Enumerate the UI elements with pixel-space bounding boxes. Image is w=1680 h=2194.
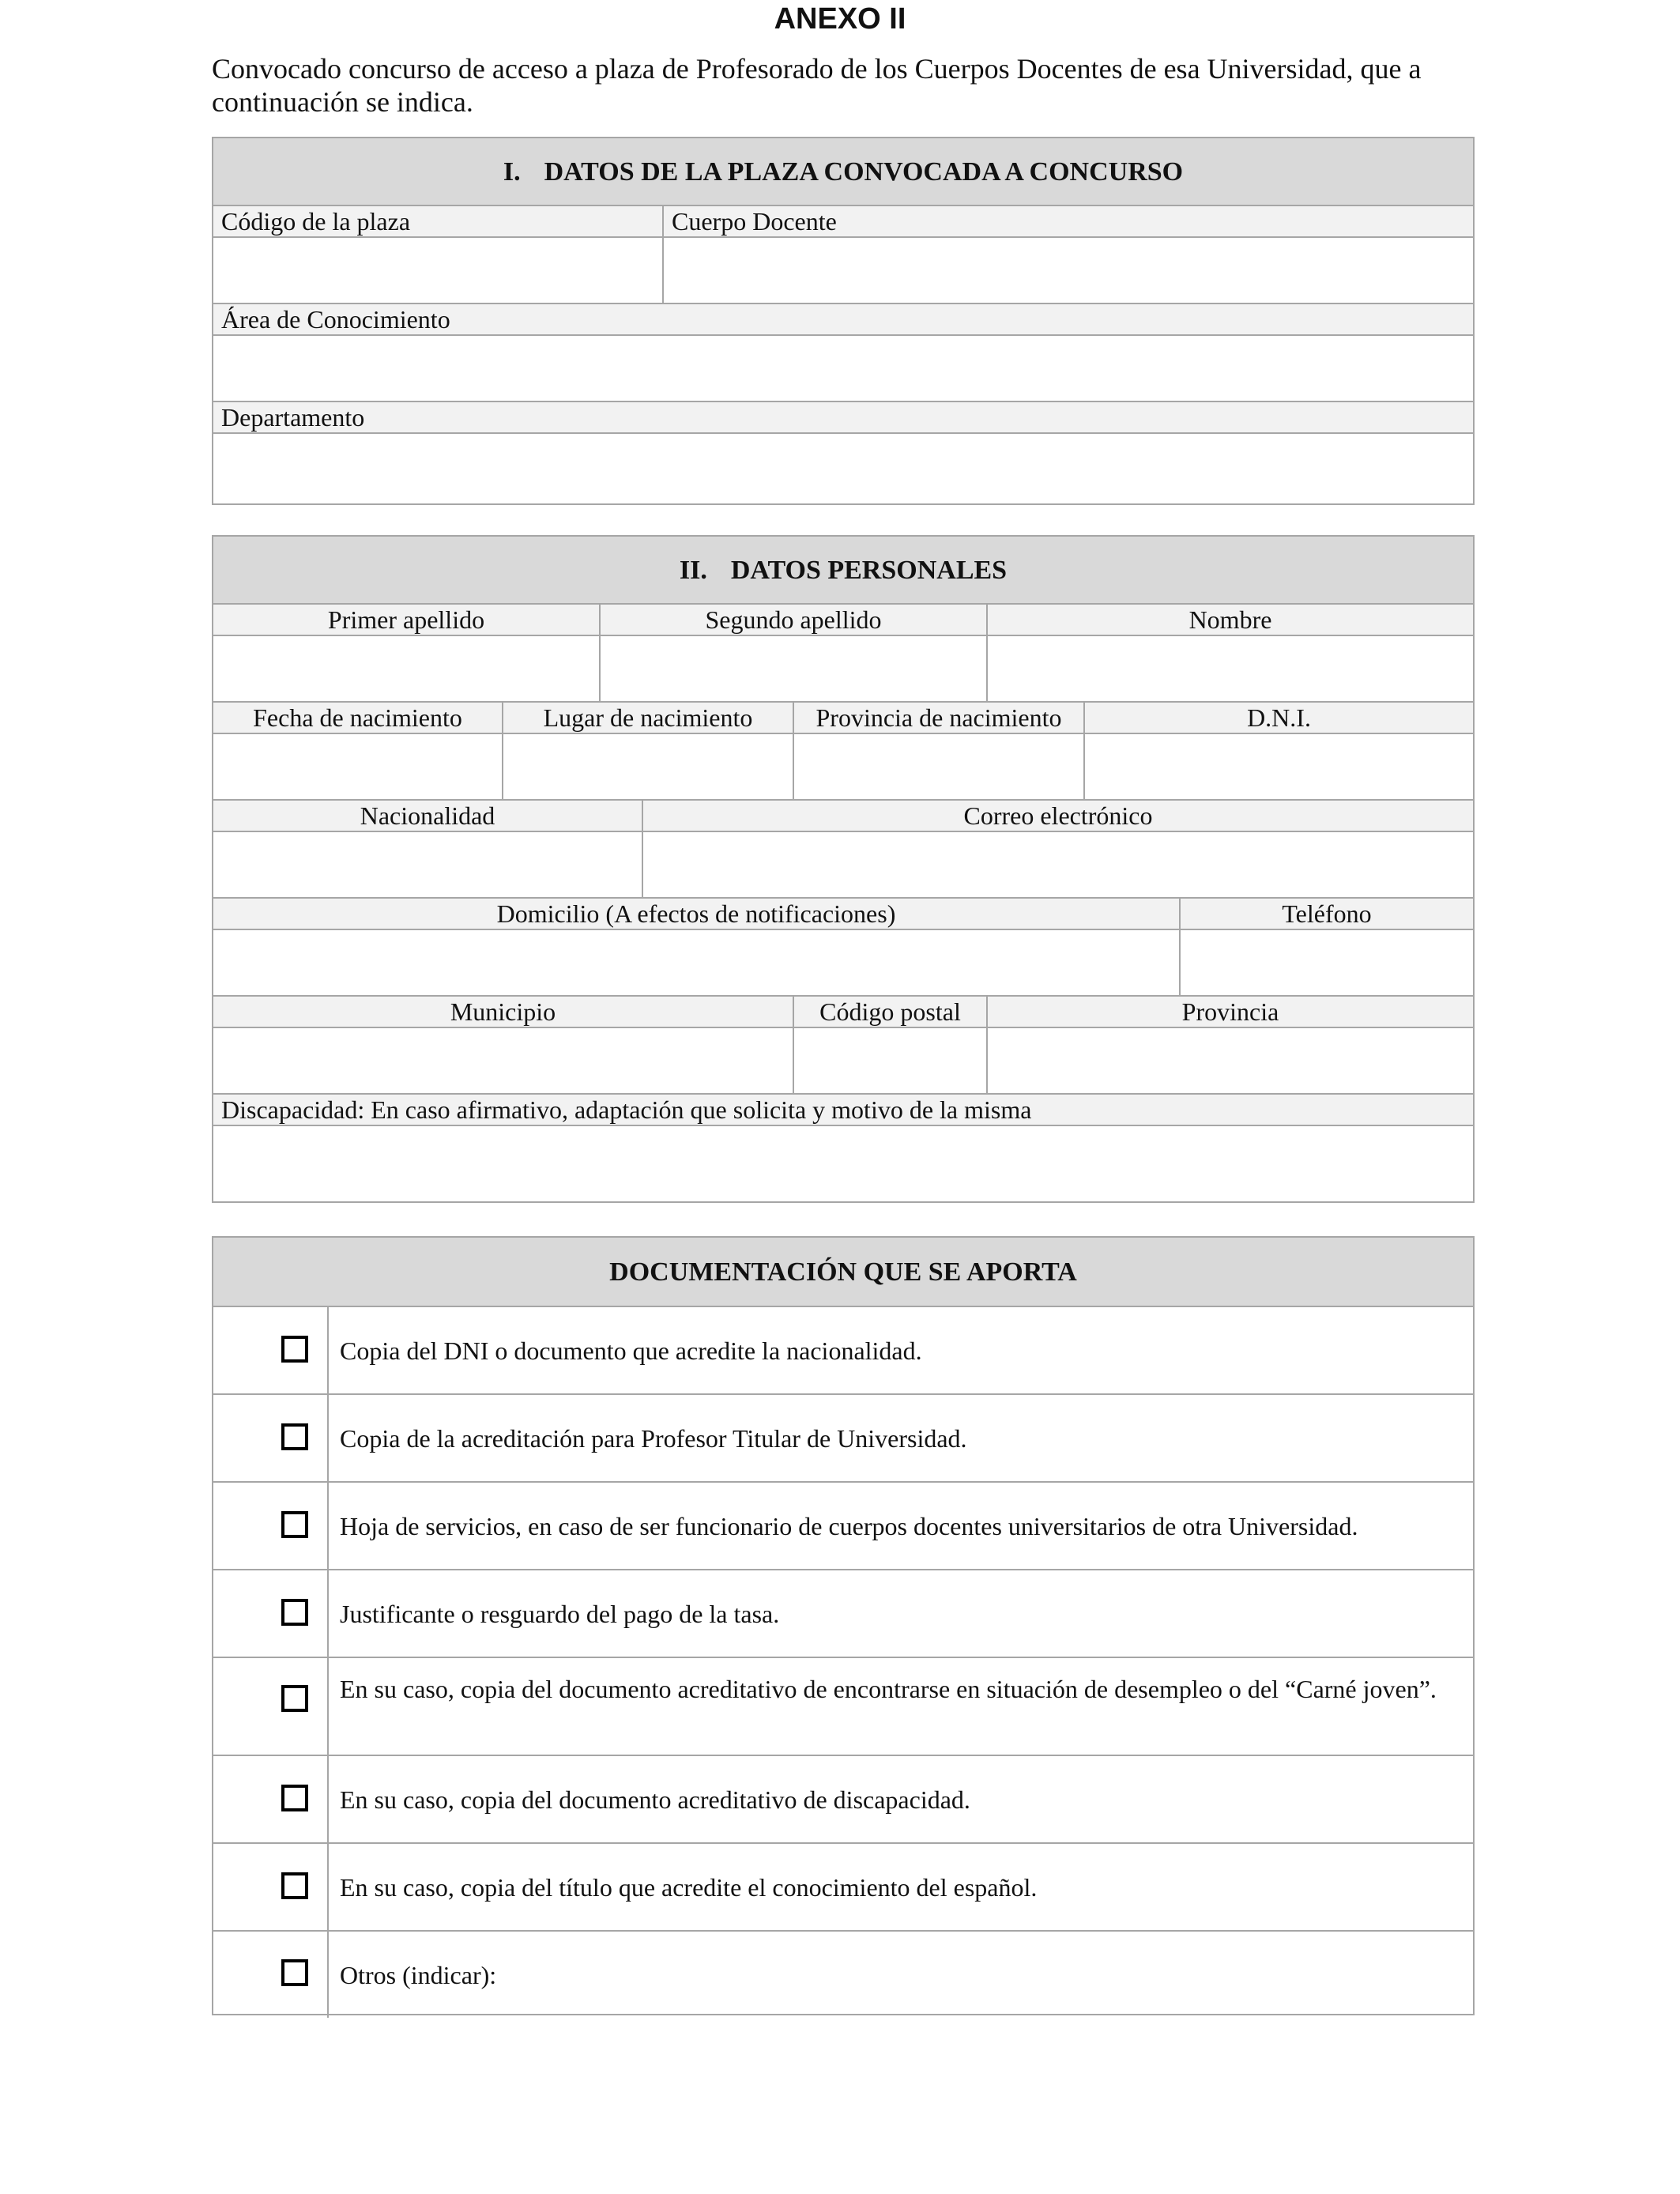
doc-checkbox[interactable] <box>281 1423 308 1450</box>
doc-checkbox[interactable] <box>281 1685 308 1712</box>
doc-item <box>213 1658 1473 1756</box>
provincia-field[interactable] <box>988 1028 1473 1093</box>
nombre-label: Nombre <box>1188 605 1272 634</box>
doc-item-label: Justificante o resguardo del pago de la tasa. <box>340 1599 780 1628</box>
cuerpo-docente-label: Cuerpo Docente <box>672 207 837 236</box>
domicilio-label: Domicilio (A efectos de notificaciones) <box>213 899 1181 929</box>
primer-apellido-label: Primer apellido <box>213 605 601 635</box>
section-personales <box>212 535 1475 1203</box>
lugar-nacimiento-field[interactable] <box>503 734 794 799</box>
discapacidad-field[interactable] <box>213 1126 1473 1193</box>
intro-text: Convocado concurso de acceso a plaza de Profesorado de los Cuerpos Docentes de esa Universidad, que a continuación se indica. <box>212 53 1422 118</box>
doc-checkbox[interactable] <box>281 1336 308 1363</box>
nacionalidad-label: Nacionalidad <box>213 801 643 831</box>
doc-item-label: En su caso, copia del título que acredite el conocimiento del español. <box>340 1872 1038 1902</box>
doc-item-label: Copia del DNI o documento que acredite la nacionalidad. <box>340 1336 922 1365</box>
departamento-label: Departamento <box>221 403 365 432</box>
provincia-nacimiento-field[interactable] <box>794 734 1085 799</box>
primer-apellido-field[interactable] <box>213 636 601 701</box>
doc-checkbox[interactable] <box>281 1959 308 1986</box>
codigo-plaza-label: Código de la plaza <box>213 206 664 236</box>
area-conocimiento-field[interactable] <box>213 336 1473 401</box>
departamento-field[interactable] <box>213 434 1473 500</box>
doc-item-label: Otros (indicar): <box>340 1960 497 1989</box>
cuerpo-docente-field[interactable] <box>664 238 1473 303</box>
section-personales-header <box>213 537 1473 605</box>
provincia-nacimiento-label: Provincia de nacimiento <box>794 703 1085 733</box>
doc-checkbox[interactable] <box>281 1872 308 1899</box>
fecha-nacimiento-label: Fecha de nacimiento <box>213 703 503 733</box>
doc-item-label: Hoja de servicios, en caso de ser funcionario de cuerpos docentes universitarios de otra Universidad. <box>340 1511 1358 1540</box>
doc-item-label: Copia de la acreditación para Profesor Titular de Universidad. <box>340 1423 967 1453</box>
codigo-plaza-field[interactable] <box>213 238 664 303</box>
section-plaza <box>212 137 1475 505</box>
doc-item <box>213 1395 1473 1483</box>
section-documentacion-header: DOCUMENTACIÓN QUE SE APORTA <box>213 1238 1473 1307</box>
doc-item <box>213 1756 1473 1844</box>
doc-checkbox[interactable] <box>281 1785 308 1811</box>
section-documentacion <box>212 1236 1475 2015</box>
doc-checkbox[interactable] <box>281 1511 308 1538</box>
provincia-label: Provincia <box>1181 997 1279 1026</box>
dni-field[interactable] <box>1085 734 1473 799</box>
page-title: ANEXO II <box>774 2 906 36</box>
doc-item <box>213 1570 1473 1658</box>
section-personales-title: DATOS PERSONALES <box>730 556 1008 585</box>
fecha-nacimiento-field[interactable] <box>213 734 503 799</box>
codigo-postal-field[interactable] <box>794 1028 988 1093</box>
doc-checkbox[interactable] <box>281 1599 308 1626</box>
doc-item-label: En su caso, copia del documento acreditativo de discapacidad. <box>340 1785 970 1814</box>
doc-item-label: En su caso, copia del documento acreditativo de encontrarse en situación de desempleo o del “Carné joven”. <box>340 1675 1437 1703</box>
correo-label: Correo electrónico <box>963 801 1153 830</box>
nacionalidad-field[interactable] <box>213 832 643 897</box>
codigo-postal-label: Código postal <box>794 997 988 1027</box>
telefono-label: Teléfono <box>1282 899 1372 928</box>
segundo-apellido-field[interactable] <box>601 636 988 701</box>
section-plaza-number: I. <box>503 157 521 187</box>
segundo-apellido-label: Segundo apellido <box>601 605 988 635</box>
municipio-field[interactable] <box>213 1028 794 1093</box>
correo-field[interactable] <box>643 832 1473 897</box>
doc-item <box>213 1307 1473 1395</box>
lugar-nacimiento-label: Lugar de nacimiento <box>503 703 794 733</box>
doc-item <box>213 1932 1473 2018</box>
dni-label: D.N.I. <box>1247 703 1311 732</box>
section-plaza-title: DATOS DE LA PLAZA CONVOCADA A CONCURSO <box>544 157 1184 187</box>
domicilio-field[interactable] <box>213 930 1181 995</box>
municipio-label: Municipio <box>213 997 794 1027</box>
area-conocimiento-label: Área de Conocimiento <box>221 305 450 334</box>
doc-item <box>213 1844 1473 1932</box>
section-personales-number: II. <box>679 556 707 585</box>
doc-item <box>213 1483 1473 1570</box>
discapacidad-label: Discapacidad: En caso afirmativo, adaptación que solicita y motivo de la misma <box>221 1095 1032 1124</box>
telefono-field[interactable] <box>1181 930 1473 995</box>
nombre-field[interactable] <box>988 636 1473 701</box>
section-plaza-header <box>213 138 1473 206</box>
